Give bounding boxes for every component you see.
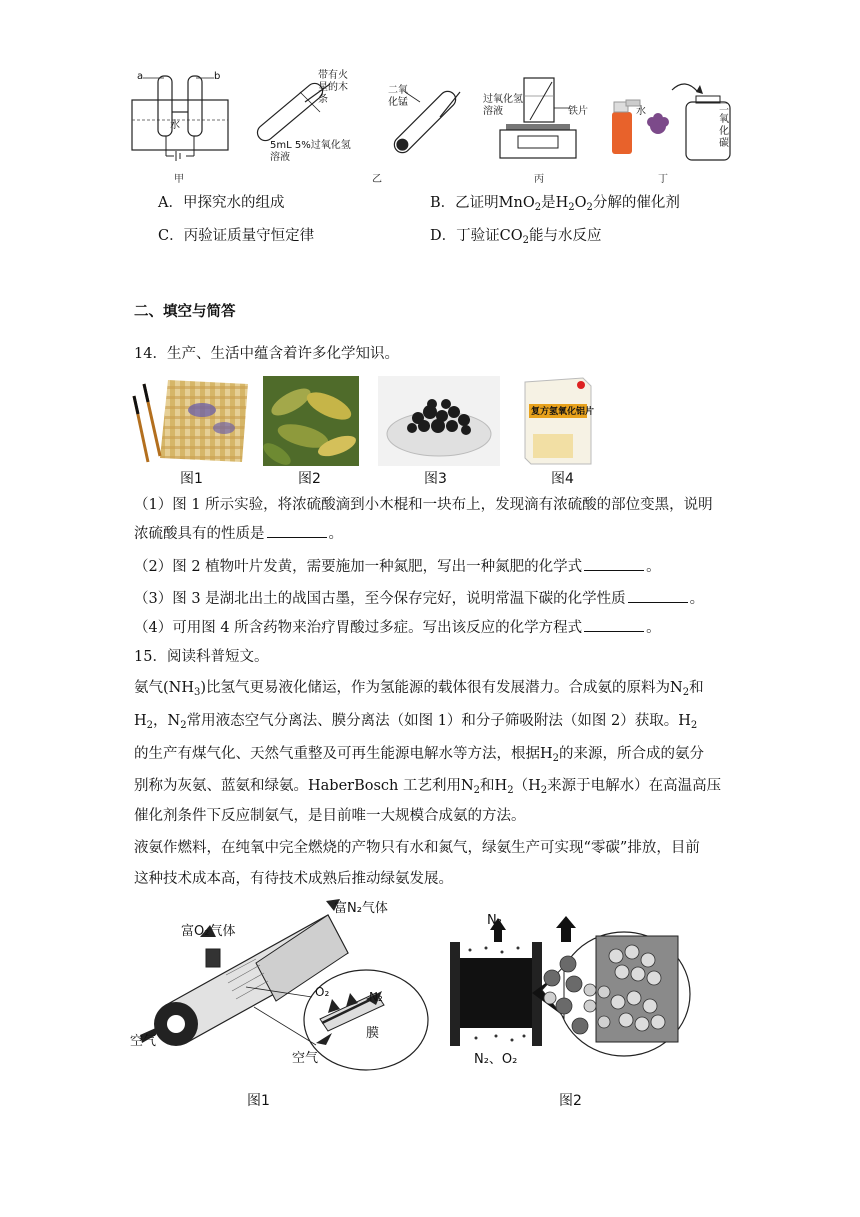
q14-part2: （2）图 2 植物叶片发黄，需要施加一种氮肥，写出一种氮肥的化学式 。 <box>134 556 661 577</box>
label-air: 空气 <box>130 1034 157 1049</box>
q15-line3: 的生产有煤气化、天然气重整及可再生能源电解水等方法，根据$H_2$的来源，所合成的氨分 <box>134 746 705 764</box>
label-n2-o2: N₂、O₂ <box>474 1052 518 1067</box>
q15-line7: 这种技术成本高，有待技术成熟后推动绿氨发展。 <box>134 871 453 887</box>
figure-1-caption: 图1 <box>180 471 203 487</box>
option-b: B．乙证明MnO$_2$是$H_2O_2$分解的催化剂 <box>430 195 680 213</box>
figure-bottom-1-caption: 图1 <box>247 1093 270 1109</box>
q15-line6: 液氨作燃料，在纯氧中完全燃烧的产物只有水和氮气，绿氨生产可实现“零碳”排放，目前 <box>134 840 700 856</box>
label-b: b <box>214 71 221 82</box>
section-title: 二、填空与简答 <box>134 304 236 320</box>
figure-1-photo <box>130 376 248 466</box>
q15-line1: 氨气$(NH_3)$比氢气更易液化储运，作为氢能源的载体很有发展潜力。合成氨的原料为$N_2$和 <box>134 680 704 698</box>
label-solution-bing: 过氧化氢溶液 <box>483 94 523 117</box>
label-o2: O₂ <box>315 985 330 999</box>
figure-3-caption: 图3 <box>424 471 447 487</box>
label-rich-n2: 富N₂气体 <box>334 901 388 916</box>
option-a: A．甲探究水的组成 <box>158 195 285 211</box>
label-rich-o2: 富O₂气体 <box>181 924 236 939</box>
q15-line4: 别称为灰氨、蓝氨和绿氨。HaberBosch 工艺利用$N_2$和$H_2(H_2$来源于电解水）在高温高压 <box>134 778 722 796</box>
label-mno2: 二氧化锰 <box>388 85 408 108</box>
figure-3-photo <box>378 376 500 466</box>
label-water: 水 <box>170 120 180 131</box>
apparatus-bing <box>480 72 600 167</box>
figure-bottom-2-caption: 图2 <box>559 1093 582 1109</box>
q14-part1-line2: 浓硫酸具有的性质是 。 <box>134 523 343 544</box>
figure-4-caption: 图4 <box>551 471 574 487</box>
figure-4-photo <box>521 376 595 466</box>
answer-blank-2[interactable] <box>584 556 644 571</box>
caption-jia: 甲 <box>174 174 184 185</box>
label-splint: 带有火星的木条 <box>318 70 348 105</box>
q14-part3: （3）图 3 是湖北出土的战国古墨，至今保存完好，说明常温下碳的化学性质 。 <box>134 588 704 609</box>
caption-bing: 丙 <box>534 174 544 185</box>
label-n2: N₂ <box>369 990 383 1004</box>
option-d: D．丁验证$CO_2$能与水反应 <box>430 228 602 246</box>
label-co2: 二氧化碳 <box>719 102 729 149</box>
q14-part1-line1: （1）图 1 所示实验，将浓硫酸滴到小木棍和一块布上，发现滴有浓硫酸的部位变黑，说明 <box>134 497 713 513</box>
medicine-box-label: 复方氢氧化铝片 <box>531 407 595 417</box>
caption-yi: 乙 <box>372 174 382 185</box>
caption-ding: 丁 <box>658 174 668 185</box>
q14-part4: （4）可用图 4 所含药物来治疗胃酸过多症。写出该反应的化学方程式 。 <box>134 617 661 638</box>
q15-line5: 催化剂条件下反应制氨气，是目前唯一大规模合成氨的方法。 <box>134 808 526 824</box>
label-water-ding: 水 <box>636 106 646 117</box>
answer-blank-3[interactable] <box>628 588 688 603</box>
label-iron: 铁片 <box>568 106 588 117</box>
apparatus-jia <box>126 72 236 164</box>
label-a: a <box>137 71 144 82</box>
option-c: C．丙验证质量守恒定律 <box>158 228 315 244</box>
label-n2-top: N₂ <box>487 913 502 928</box>
figure-2-caption: 图2 <box>298 471 321 487</box>
answer-blank-4[interactable] <box>584 617 644 632</box>
answer-blank-1[interactable] <box>267 523 327 538</box>
figure-2-photo <box>263 376 359 466</box>
q14-stem: 14．生产、生活中蕴含着许多化学知识。 <box>134 346 399 362</box>
molecular-sieve-diagram <box>446 898 696 1073</box>
q15-stem: 15．阅读科普短文。 <box>134 649 269 665</box>
label-air-2: 空气 <box>292 1051 319 1066</box>
label-membrane: 膜 <box>366 1026 380 1041</box>
q15-line2: $H_2$，$N_2$常用液态空气分离法、膜分离法（如图 1）和分子筛吸附法（如图 2）获取。$H_2$ <box>134 713 698 731</box>
label-solution-yi: 5mL 5%过氧化氢溶液 <box>270 140 351 163</box>
